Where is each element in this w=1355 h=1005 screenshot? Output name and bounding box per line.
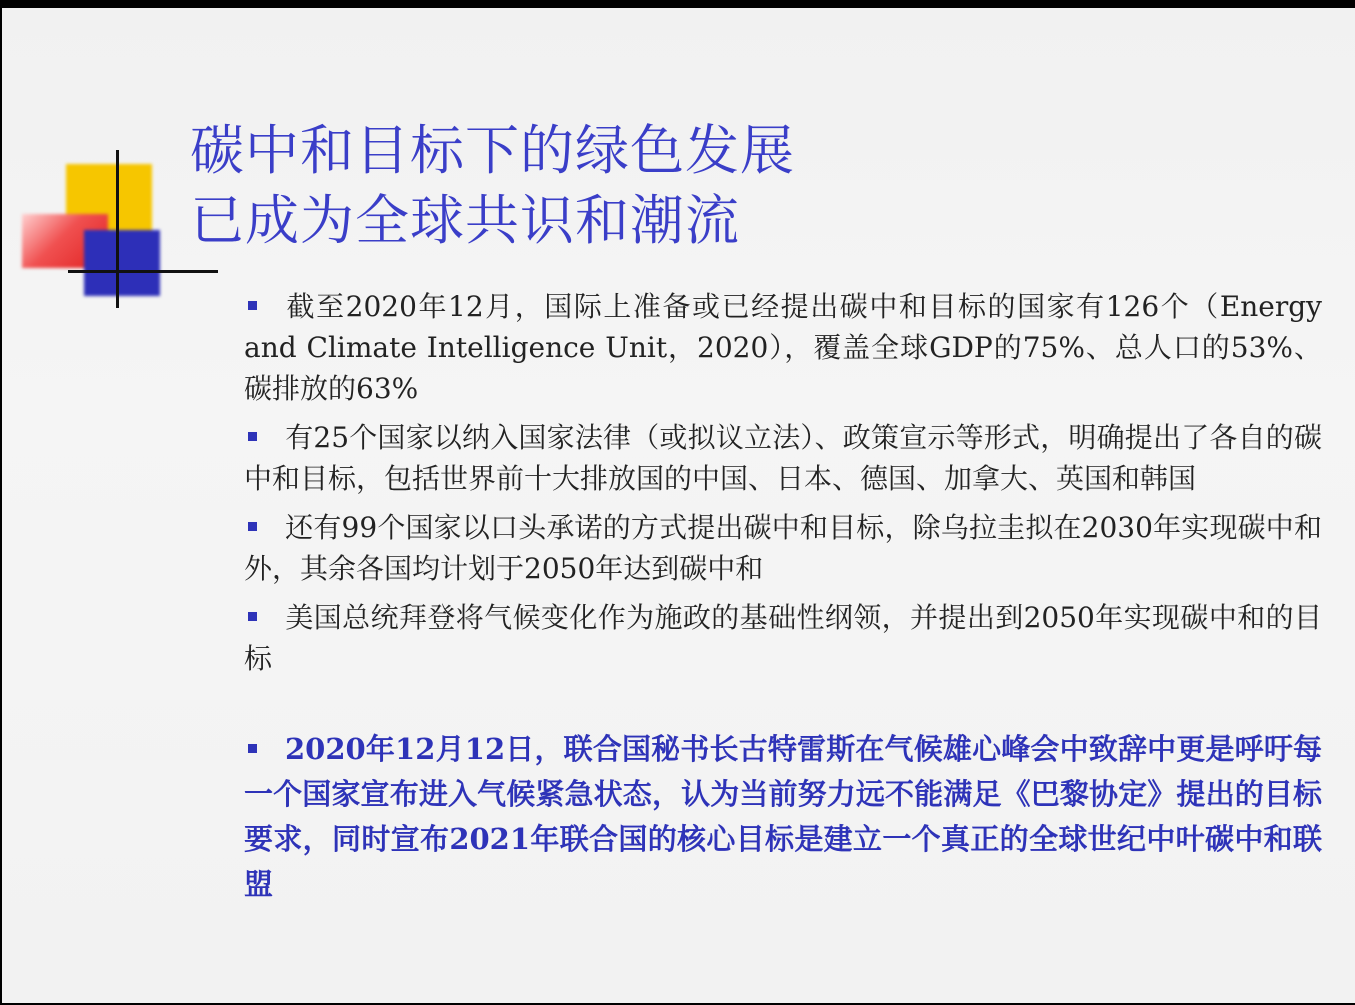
bullet-item [244, 597, 1322, 679]
square-bullet-icon [248, 432, 257, 441]
bullet-list [244, 286, 1322, 915]
square-bullet-icon [248, 301, 257, 310]
highlight-bullet-item [244, 727, 1322, 907]
horizontal-line [68, 270, 218, 273]
highlight-text: 2020年12月12日，联合国秘书长古特雷斯在气候雄心峰会中致辞中更是呼吁每一个国家宣布进入气候紧急状态，认为当前努力远不能满足《巴黎协定》提出的目标要求，同时宣布2021年联合国的核心目标是建立一个真正的全球世纪中叶碳中和联盟 [244, 732, 1322, 901]
decorative-squares-logo [2, 8, 222, 328]
bullet-text: 有25个国家以纳入国家法律（或拟议立法）、政策宣示等形式，明确提出了各自的碳中和目标，包括世界前十大排放国的中国、日本、德国、加拿大、英国和韩国 [244, 421, 1322, 495]
square-bullet-icon [248, 612, 257, 621]
square-bullet-icon [248, 744, 257, 753]
bullet-text: 美国总统拜登将气候变化作为施政的基础性纲领，并提出到2050年实现碳中和的目标 [244, 601, 1322, 675]
title-line-1: 碳中和目标下的绿色发展 [190, 119, 795, 182]
bullet-text: 截至2020年12月，国际上准备或已经提出碳中和目标的国家有126个（Energy and Climate Intelligence Unit，2020），覆盖全球GDP的75%、总人口的53%、碳排放的63% [244, 290, 1322, 405]
bullet-item [244, 417, 1322, 499]
blue-square [84, 230, 160, 296]
slide-title [190, 116, 795, 256]
vertical-line [116, 150, 119, 308]
bullet-item [244, 507, 1322, 589]
title-line-2: 已成为全球共识和潮流 [190, 189, 740, 252]
slide [2, 8, 1355, 1003]
square-bullet-icon [248, 522, 257, 531]
bullet-text: 还有99个国家以口头承诺的方式提出碳中和目标，除乌拉圭拟在2030年实现碳中和外，其余各国均计划于2050年达到碳中和 [244, 511, 1322, 585]
bullet-item [244, 286, 1322, 409]
